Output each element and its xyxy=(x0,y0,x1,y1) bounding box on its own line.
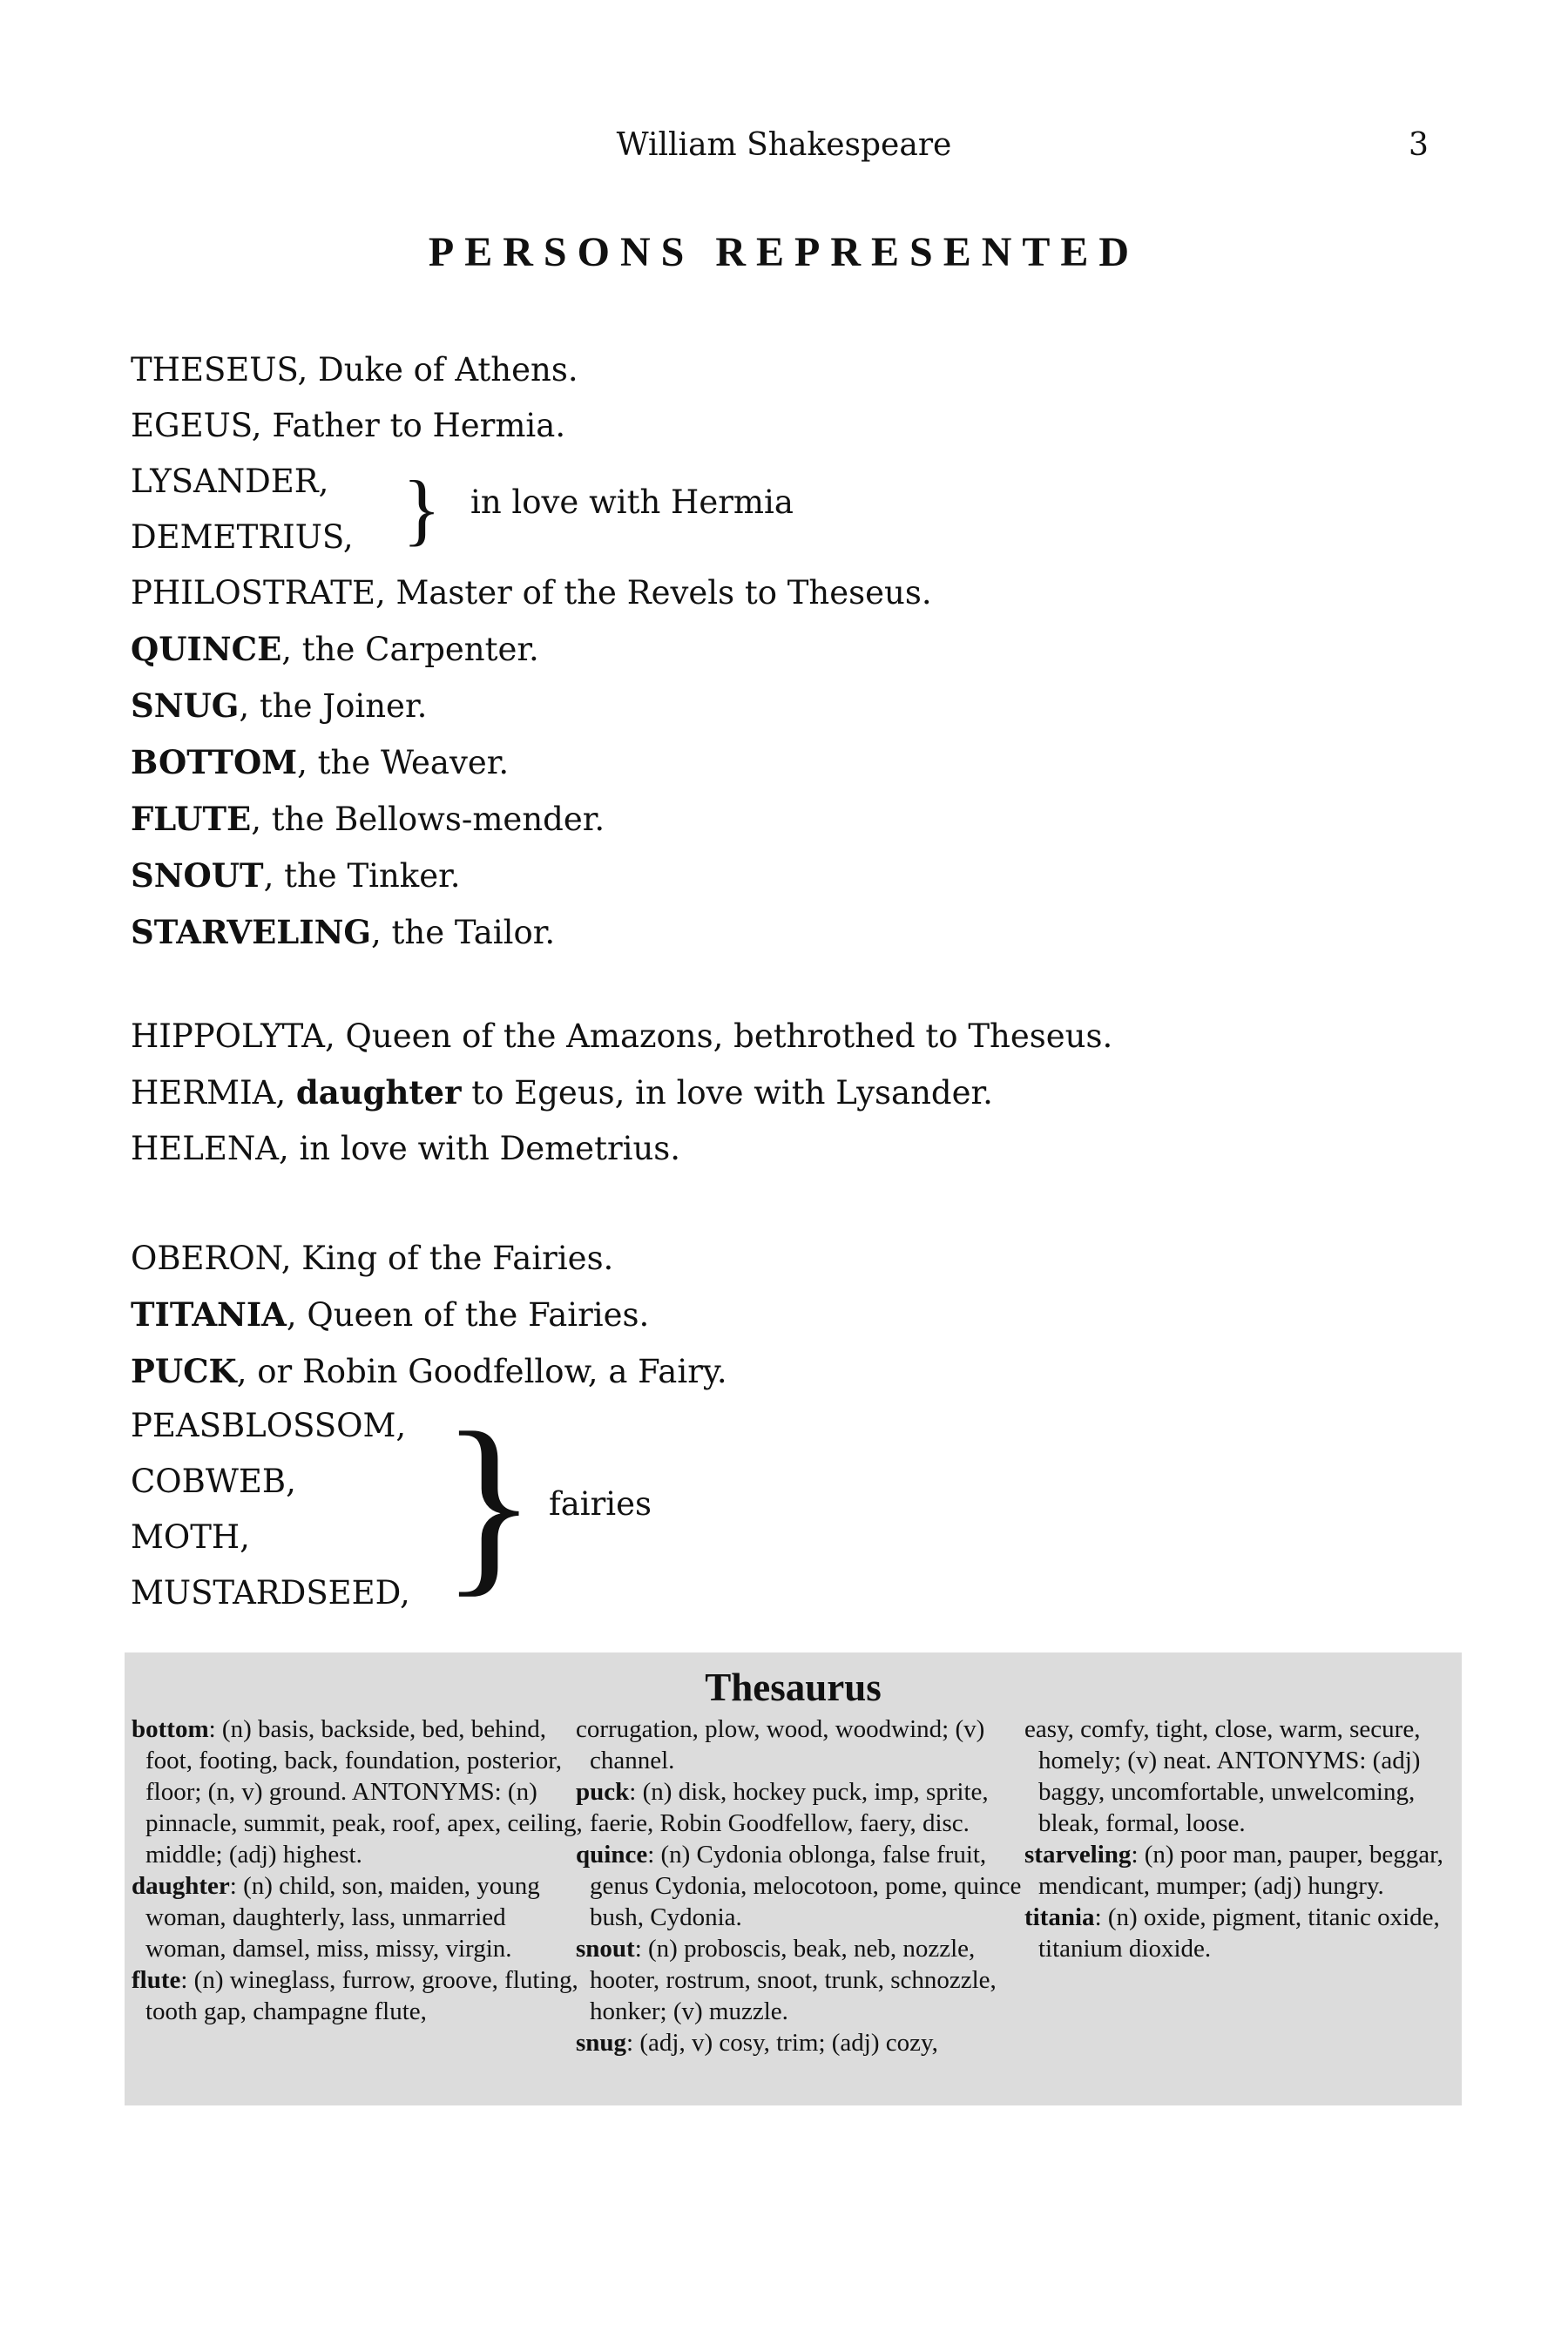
cast-name: PHILOSTRATE xyxy=(131,574,375,612)
thesaurus-definition: : (n) Cydonia oblonga, false fruit, genus Cydonia, melocotoon, pome, quince bush, Cydonia. xyxy=(590,1841,1022,1931)
thesaurus-entry xyxy=(576,1933,1029,2027)
thesaurus-definition: : (n) oxide, pigment, titanic oxide, titanium dioxide. xyxy=(1038,1903,1440,1963)
cast-name: EGEUS xyxy=(131,407,252,444)
lovers-note: in love with Hermia xyxy=(470,483,794,521)
cast-name: OBERON xyxy=(131,1240,281,1277)
cast-desc: , or Robin Goodfellow, a Fairy. xyxy=(236,1353,727,1390)
thesaurus-definition: : (n) basis, backside, bed, behind, foot, footing, back, foundation, posterior, floor; (n, v) ground. ANTONYMS: (n) pinnacle, summit, peak, roof, apex, ceiling, middle; (adj) highest. xyxy=(145,1715,583,1869)
cast-desc: , the Tinker. xyxy=(263,857,461,895)
cast-list-group-3 xyxy=(131,1009,1112,1177)
thesaurus-entry xyxy=(132,1870,585,1964)
cast-text: to Egeus, in love with Lysander. xyxy=(461,1074,993,1112)
cast-entry: LYSANDER, xyxy=(131,463,329,500)
thesaurus-definition: corrugation, plow, wood, woodwind; (v) channel. xyxy=(576,1715,985,1774)
cast-entry: MOTH, xyxy=(131,1518,250,1556)
cast-desc: , the Bellows-mender. xyxy=(251,801,605,838)
thesaurus-entry xyxy=(1024,1713,1460,1839)
cast-list-group-2 xyxy=(131,565,932,961)
cast-entry xyxy=(131,1064,1112,1121)
cast-desc: , Father to Hermia. xyxy=(251,407,566,444)
cast-desc: , the Weaver. xyxy=(297,744,510,781)
thesaurus-column-2 xyxy=(576,1713,1029,2058)
cast-text: HERMIA, xyxy=(131,1074,296,1112)
thesaurus-term: snug xyxy=(576,2029,627,2057)
thesaurus-entry xyxy=(576,1776,1029,1839)
cast-list-group-4 xyxy=(131,1231,727,1400)
cast-desc: , Duke of Athens. xyxy=(297,351,578,389)
thesaurus-definition: : (n) wineglass, furrow, groove, fluting, tooth gap, champagne flute, xyxy=(145,1966,578,2025)
cast-entry: DEMETRIUS, xyxy=(131,518,354,556)
page-number: 3 xyxy=(1409,127,1429,163)
lovers-group xyxy=(131,454,354,565)
thesaurus-entry xyxy=(132,1713,585,1870)
cast-entry xyxy=(131,1343,727,1400)
thesaurus-column-3 xyxy=(1024,1713,1460,1964)
cast-entry xyxy=(131,734,932,791)
fairies-brace: } xyxy=(441,1391,537,1613)
thesaurus-definition: : (adj, v) cosy, trim; (adj) cozy, xyxy=(626,2029,938,2057)
thesaurus-term: snout xyxy=(576,1935,635,1963)
thesaurus-entry xyxy=(1024,1902,1460,1964)
thesaurus-entry xyxy=(576,1839,1029,1933)
thesaurus-term: titania xyxy=(1024,1903,1095,1931)
cast-entry xyxy=(131,848,932,904)
cast-text: HIPPOLYTA, Queen of the Amazons, bethrothed to Theseus. xyxy=(131,1017,1113,1055)
thesaurus-term: puck xyxy=(576,1778,630,1806)
cast-desc: , the Joiner. xyxy=(239,687,428,725)
thesaurus-definition: : (n) child, son, maiden, young woman, daughterly, lass, unmarried woman, damsel, miss, missy, virgin. xyxy=(145,1872,540,1963)
cast-name: PUCK xyxy=(131,1352,237,1390)
cast-desc: , Queen of the Fairies. xyxy=(286,1296,650,1334)
thesaurus-box xyxy=(125,1652,1462,2105)
cast-name: QUINCE xyxy=(131,630,282,668)
cast-desc: , the Tailor. xyxy=(371,914,556,951)
cast-highlight: daughter xyxy=(295,1073,462,1112)
thesaurus-term: daughter xyxy=(132,1872,230,1900)
cast-name: TITANIA xyxy=(131,1295,287,1334)
thesaurus-definition: easy, comfy, tight, close, warm, secure, homely; (v) neat. ANTONYMS: (adj) baggy, uncomfortable, unwelcoming, bleak, formal, loose. xyxy=(1024,1715,1421,1837)
cast-name: THESEUS xyxy=(131,351,298,389)
cast-name: STARVELING xyxy=(131,913,372,951)
thesaurus-entry xyxy=(576,1713,1029,1776)
cast-entry xyxy=(131,791,932,848)
cast-entry xyxy=(131,678,932,734)
cast-desc: , Master of the Revels to Theseus. xyxy=(375,574,932,612)
cast-name: SNOUT xyxy=(131,856,264,895)
cast-name: FLUTE xyxy=(131,800,252,838)
cast-list-group-1 xyxy=(131,342,578,454)
cast-text: HELENA, in love with Demetrius. xyxy=(131,1130,681,1167)
cast-entry xyxy=(131,1009,1112,1064)
thesaurus-term: bottom xyxy=(132,1715,209,1743)
thesaurus-definition: : (n) disk, hockey puck, imp, sprite, faerie, Robin Goodfellow, faery, disc. xyxy=(590,1778,989,1837)
cast-name: SNUG xyxy=(131,686,240,725)
cast-entry xyxy=(131,342,578,398)
thesaurus-entry xyxy=(1024,1839,1460,1902)
cast-entry xyxy=(131,621,932,678)
cast-entry xyxy=(131,1121,1112,1177)
cast-entry xyxy=(131,1287,727,1343)
thesaurus-title: Thesaurus xyxy=(705,1666,882,1709)
fairies-note: fairies xyxy=(549,1485,652,1523)
cast-name: BOTTOM xyxy=(131,743,298,781)
thesaurus-column-1 xyxy=(132,1713,585,2027)
thesaurus-term: flute xyxy=(132,1966,181,1994)
cast-entry xyxy=(131,1231,727,1287)
lovers-brace: } xyxy=(402,464,442,553)
cast-entry: PEASBLOSSOM, xyxy=(131,1407,407,1444)
thesaurus-definition: : (n) poor man, pauper, beggar, mendicant, mumper; (adj) hungry. xyxy=(1038,1841,1443,1900)
cast-entry xyxy=(131,565,932,621)
cast-desc: , King of the Fairies. xyxy=(280,1240,614,1277)
fairies-group xyxy=(131,1398,410,1621)
thesaurus-term: starveling xyxy=(1024,1841,1132,1869)
cast-entry: COBWEB, xyxy=(131,1463,296,1500)
thesaurus-entry xyxy=(576,2027,1029,2058)
cast-entry xyxy=(131,904,932,961)
cast-entry xyxy=(131,398,578,454)
thesaurus-definition: : (n) proboscis, beak, neb, nozzle, hooter, rostrum, snoot, trunk, schnozzle, honker; (v) muzzle. xyxy=(590,1935,997,2025)
cast-desc: , the Carpenter. xyxy=(281,631,539,668)
cast-entry: MUSTARDSEED, xyxy=(131,1574,410,1612)
page-title: PERSONS REPRESENTED xyxy=(428,229,1140,275)
thesaurus-term: quince xyxy=(576,1841,648,1869)
running-header-author: William Shakespeare xyxy=(616,127,952,163)
thesaurus-entry xyxy=(132,1964,585,2027)
